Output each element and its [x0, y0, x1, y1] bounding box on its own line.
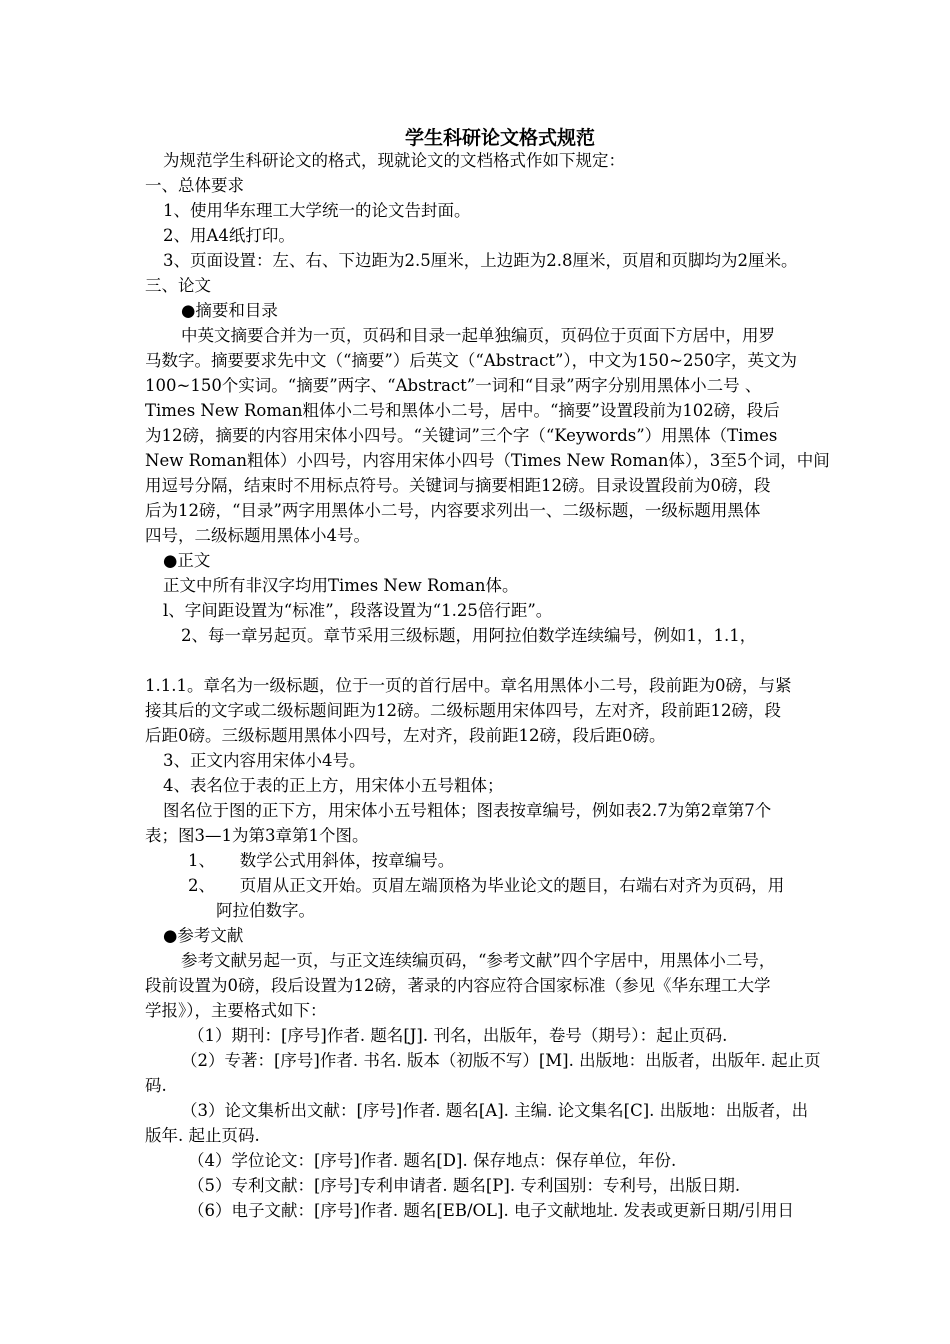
paragraph-line: Times New Roman粗体小二号和黑体小二号，居中。“摘要”设置段前为102磅，段后	[145, 401, 780, 420]
reference-format-continuation: 码.	[145, 1076, 167, 1095]
reference-format: （4）学位论文：[序号]作者. 题名[D]. 保存地点：保存单位，年份.	[188, 1151, 677, 1170]
list-item: 1、使用华东理工大学统一的论文告封面。	[163, 201, 471, 220]
list-item: 2、每一章另起页。章节采用三级标题，用阿拉伯数学连续编号，例如1，1.1，	[181, 626, 757, 645]
paragraph-line: 图名位于图的正下方，用宋体小五号粗体；图表按章编号，例如表2.7为第2章第7个	[163, 801, 772, 820]
reference-format: （3）论文集析出文献：[序号]作者. 题名[A]. 主编. 论文集名[C]. 出版地：出版者，出	[181, 1101, 809, 1120]
list-item: 4、表名位于表的正上方，用宋体小五号粗体；	[163, 776, 504, 795]
paragraph-line: 四号，二级标题用黑体小4号。	[145, 526, 370, 545]
subsection-heading: ●摘要和目录	[181, 301, 278, 320]
list-item: 3、正文内容用宋体小4号。	[163, 751, 366, 770]
paragraph-line: 接其后的文字或二级标题间距为12磅。二级标题用宋体四号，左对齐，段前距12磅，段	[145, 701, 781, 720]
list-item: 1、 数学公式用斜体，按章编号。	[188, 851, 455, 870]
paragraph-line: 中英文摘要合并为一页，页码和目录一起单独编页，页码位于页面下方居中，用罗	[181, 326, 775, 345]
paragraph-line: 段前设置为0磅，段后设置为12磅，著录的内容应符合国家标准（参见《华东理工大学	[145, 976, 771, 995]
list-item: 3、页面设置：左、右、下边距为2.5厘米，上边距为2.8厘米，页眉和页脚均为2厘米。	[163, 251, 798, 270]
paragraph-line: 后为12磅，“目录”两字用黑体小二号，内容要求列出一、二级标题，一级标题用黑体	[145, 501, 761, 520]
reference-format: （1）期刊：[序号]作者. 题名[J]. 刊名，出版年，卷号（期号）：起止页码.	[188, 1026, 728, 1045]
subsection-heading: ●参考文献	[163, 926, 244, 945]
intro-line: 为规范学生科研论文的格式，现就论文的文档格式作如下规定：	[163, 151, 625, 170]
paragraph-line: 正文中所有非汉字均用Times New Roman体。	[163, 576, 519, 595]
list-item-continuation: 阿拉伯数字。	[216, 901, 315, 920]
reference-format: （2）专著：[序号]作者. 书名. 版本（初版不写）[M]. 出版地：出版者，出版年. 起止页	[181, 1051, 821, 1070]
paragraph-line: 1.1.1。章名为一级标题，位于一页的首行居中。章名用黑体小二号，段前距为0磅，与紧	[145, 676, 792, 695]
paragraph-line: 表；图3—1为第3章第1个图。	[145, 826, 369, 845]
subsection-heading: ●正文	[163, 551, 211, 570]
paragraph-line: 为12磅，摘要的内容用宋体小四号。“关键词”三个字（“Keywords”）用黑体（Times	[145, 426, 778, 445]
doc-title: 学生科研论文格式规范	[404, 127, 595, 149]
paragraph-line: 后距0磅。三级标题用黑体小四号，左对齐，段前距12磅，段后距0磅。	[145, 726, 666, 745]
paragraph-line: 100~150个实词。“摘要”两字、“Abstract”一词和“目录”两字分别用黑体小二号 、	[145, 376, 762, 395]
reference-format-continuation: 版年. 起止页码.	[145, 1126, 260, 1145]
list-item: 2、 页眉从正文开始。页眉左端顶格为毕业论文的题目，右端右对齐为页码，用	[188, 876, 785, 895]
paragraph-line: 用逗号分隔，结束时不用标点符号。关键词与摘要相距12磅。目录设置段前为0磅，段	[145, 476, 771, 495]
list-item: 2、用A4纸打印。	[163, 226, 295, 245]
section-heading: 三、论文	[145, 276, 211, 295]
paragraph-line: 参考文献另起一页，与正文连续编页码，“参考文献”四个字居中，用黑体小二号，	[181, 951, 776, 970]
section-heading: 一、总体要求	[145, 176, 244, 195]
reference-format: （6）电子文献：[序号]作者. 题名[EB/OL]. 电子文献地址. 发表或更新日期/引用日	[188, 1201, 794, 1220]
paragraph-line: 学报》），主要格式如下：	[145, 1001, 327, 1020]
list-item: l、字间距设置为“标准”，段落设置为“1.25倍行距”。	[163, 601, 553, 620]
reference-format: （5）专利文献：[序号]专利申请者. 题名[P]. 专利国别：专利号，出版日期.	[188, 1176, 741, 1195]
paragraph-line: New Roman粗体）小四号，内容用宋体小四号（Times New Roman体），3至5个词，中间	[145, 451, 830, 470]
paragraph-line: 马数字。摘要要求先中文（“摘要”）后英文（“Abstract”），中文为150~250字，英文为	[145, 351, 797, 370]
